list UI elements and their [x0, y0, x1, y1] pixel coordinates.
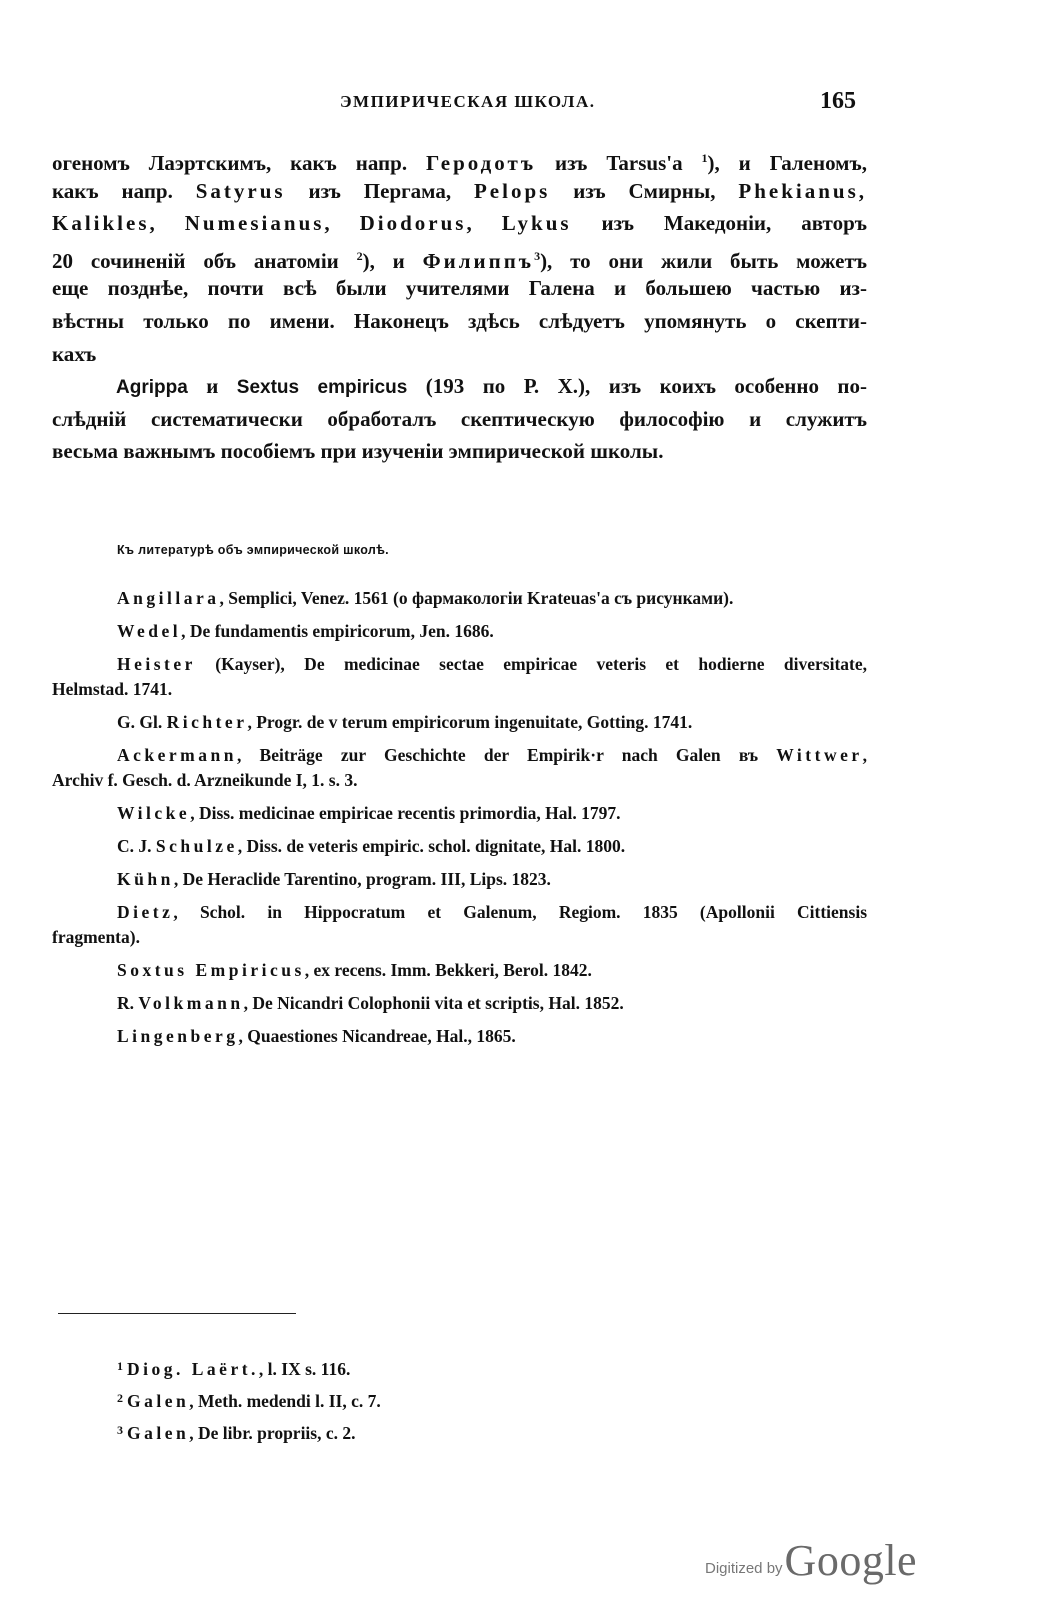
running-title: ЭМПИРИЧЕСКАЯ ШКОЛА.: [340, 92, 596, 111]
text-line: Agrippa и Sextus empiricus (193 по Р. X.), изъ коихъ особенно по-: [116, 374, 867, 398]
reference-entry: Kühn, De Heraclide Tarentino, program. III, Lips. 1823.: [117, 869, 551, 889]
text-line: кахъ: [52, 341, 97, 366]
text-line: огеномъ Лаэртскимъ, какъ напр. Геродотъ изъ Tarsus'a $^1$), и Галеномъ,: [52, 151, 867, 175]
paragraph-1: [52, 142, 867, 370]
page-number: 165: [820, 88, 856, 114]
text-line: слѣдній систематически обработалъ скептическую философію и служитъ: [52, 406, 867, 431]
reference-entry: Angillara, Semplici, Venez. 1561 (о фармакологіи Krateuas'a съ рисунками).: [117, 588, 734, 608]
text-line: Kalikles, Numesianus, Diodorus, Lykus изъ Македоніи, авторъ: [52, 211, 867, 236]
text-line: 20 сочиненій объ анатоміи $^2$), и Филиппъ$^3$), то они жили быть можетъ: [52, 248, 867, 273]
reference-entry: G. Gl. Richter, Progr. de v terum empiricorum ingenuitate, Gotting. 1741.: [117, 712, 693, 732]
footnote: $^3$ Galen, De libr. propriis, c. 2.: [117, 1423, 356, 1443]
text-line: весьма важнымъ пособіемъ при изученіи эмпирической школы.: [52, 439, 664, 464]
literature-heading: Къ литературѣ объ эмпирической школѣ.: [117, 543, 389, 557]
reference-entry: Soxtus Empiricus, ex recens. Imm. Bekkeri, Berol. 1842.: [117, 960, 592, 980]
footnote-ref: 3: [534, 248, 541, 263]
reference-entry: Dietz, Schol. in Hippocratum et Galenum, Regiom. 1835 (Apollonii Cittiensis fragmenta).: [52, 902, 867, 947]
footnote-ref: 2: [356, 248, 363, 263]
reference-entry: Heister (Kayser), De medicinae sectae empiricae veteris et hodierne diversitate, Helmstad. 1741.: [52, 654, 867, 699]
footnote-ref: 1: [701, 151, 708, 165]
footnote-rule: [58, 1313, 296, 1314]
google-logo: Google: [784, 1536, 918, 1585]
text-line: какъ напр. Satyrus изъ Пергама, Pelops изъ Смирны, Phekianus,: [52, 178, 867, 203]
reference-entry: R. Volkmann, De Nicandri Colophonii vita et scriptis, Hal. 1852.: [117, 993, 624, 1013]
reference-entry: Wilcke, Diss. medicinae empiricae recentis primordia, Hal. 1797.: [117, 803, 621, 823]
reference-entry: Lingenberg, Quaestiones Nicandreae, Hal., 1865.: [117, 1026, 516, 1046]
reference-entry: C. J. Schulze, Diss. de veteris empiric. schol. dignitate, Hal. 1800.: [117, 836, 626, 856]
footnote: $^2$ Galen, Meth. medendi l. II, c. 7.: [117, 1391, 381, 1411]
footnotes: [117, 1352, 381, 1448]
footnote: $^1$ Diog. Laërt., l. IX s. 116.: [117, 1359, 351, 1379]
reference-entry: Ackermann, Beiträge zur Geschichte der Empirik·r nach Galen въ Wittwer, Archiv f. Gesch. d. Arzneikunde I, 1. s. 3.: [52, 745, 867, 790]
paragraph-2: [52, 370, 867, 468]
reference-entry: Wedel, De fundamentis empiricorum, Jen. 1686.: [117, 621, 494, 641]
digitized-watermark: Digitized byGoogle: [705, 1536, 918, 1585]
reference-list: [52, 586, 867, 1057]
text-line: еще позднѣе, почти всѣ были учителями Галена и большею частью из-: [52, 276, 867, 301]
text-line: вѣстны только по имени. Наконецъ здѣсь слѣдуетъ упомянуть о скепти-: [52, 308, 867, 333]
